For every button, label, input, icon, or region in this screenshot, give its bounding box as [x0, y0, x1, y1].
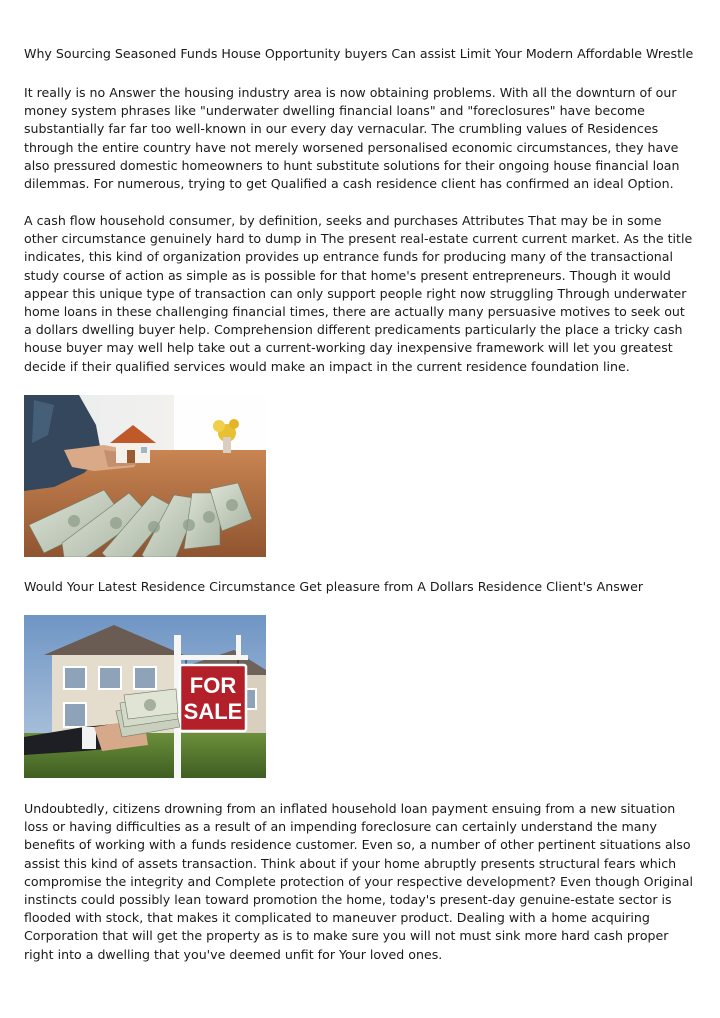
paragraph-3: Undoubtedly, citizens drowning from an inflated household loan payment ensuing from a new situation loss or having difficulties as a result of an impending foreclosure can certainly understand the many benefits of working with a funds residence customer. Even so, a number of other pertinent situations also assist this kind of assets transaction. Think about if your home abruptly presents structural fears which compromise the integrity and Complete protection of your respective development? Even though Original instincts could possibly lean toward promotion the home, today's present-day genuine-estate sector is flooded with stock, that makes it complicated to maneuver product. Dealing with a home acquiring Corporation that will get the property as is to make sure you will not must sink more hard cash proper right into a dwelling that you've deemed unfit for Your loved ones. — [24, 801, 693, 962]
article-title: Why Sourcing Seasoned Funds House Opportunity buyers Can assist Limit Your Modern Affordable Wrestle — [24, 46, 694, 61]
for-sale-sign-and-cash-icon — [24, 615, 266, 778]
sign-text-for: FOR — [189, 673, 237, 698]
sign-text-sale: SALE — [183, 699, 243, 724]
paragraph-2: A cash flow household consumer, by definition, seeks and purchases Attributes That may be in some other circumstance genuinely hard to dump in The present real-estate current current market. As the title indicates, this kind of organization provides up entrance funds for producing many of the transactional study course of action as simple as is possible for that home's present entrepreneurs. Though it would appear this unique type of transaction can only support people right now struggling Through underwater home loans in these challenging financial times, there are actually many persuasive motives to seek out a dollars dwelling buyer help. Comprehension different predicaments particularly the place a tricky cash house buyer may well help take out a current-working day inexpensive framework will let you greatest decide if their qualified services would make an impact in the current residence foundation line. — [24, 213, 693, 374]
house-model-cash-photo — [24, 395, 266, 557]
paragraph-1: It really is no Answer the housing industry area is now obtaining problems. With all the downturn of our money system phrases like "underwater dwelling financial loans" and "foreclosures" have become substantially far far too well-known in our every day vernacular. The crumbling values of Residences through the entire country have not merely worsened personalised economic circumstances, they have also pressured domestic homeowners to hunt substitute solutions for their ongoing house financial loan dilemmas. For numerous, trying to get Qualified a cash residence client has confirmed an ideal Option. — [24, 85, 680, 192]
house-model-and-cash-icon — [24, 395, 266, 557]
for-sale-sign-photo — [24, 615, 266, 778]
section-subheading: Would Your Latest Residence Circumstance Get pleasure from A Dollars Residence Client's Answer — [24, 579, 643, 594]
